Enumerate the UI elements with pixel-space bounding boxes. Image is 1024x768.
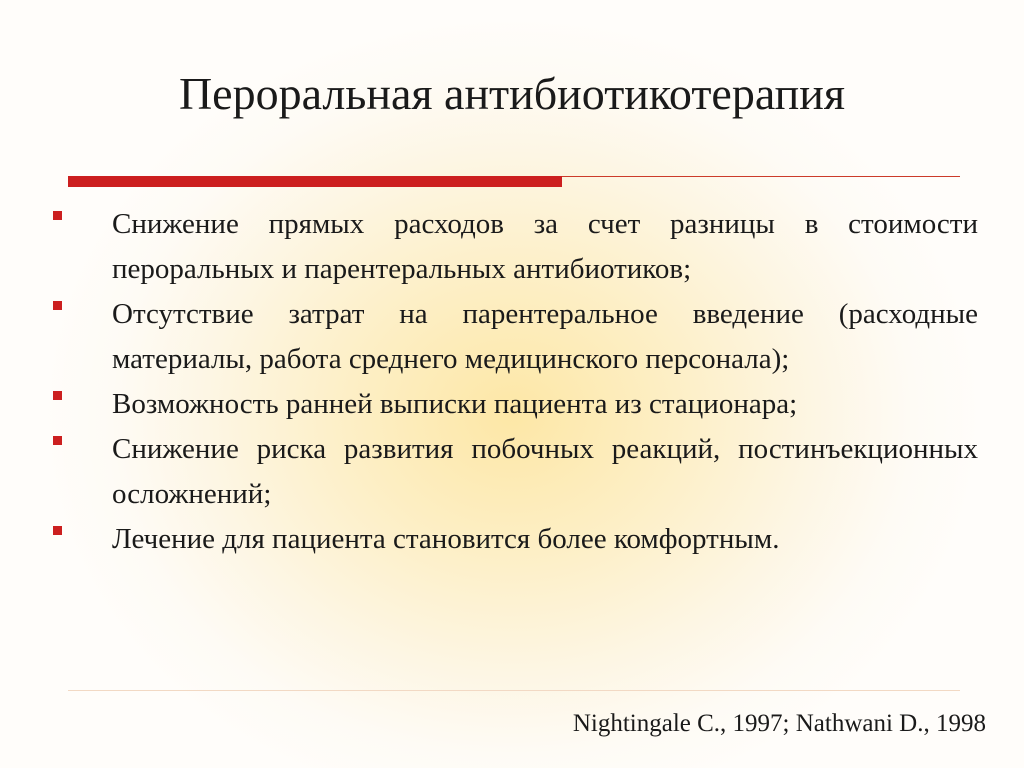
bullet-item	[46, 427, 978, 517]
bullet-text: Снижение риска развития побочных реакций, постинъекционных осложнений;	[112, 433, 978, 510]
square-bullet-icon	[53, 211, 62, 220]
title-underline-thick	[68, 176, 562, 187]
square-bullet-icon	[53, 526, 62, 535]
citation: Nightingale C., 1997; Nathwani D., 1998	[572, 710, 986, 737]
bullet-text: Лечение для пациента становится более комфортным.	[112, 523, 780, 555]
square-bullet-icon	[53, 436, 62, 445]
bullet-item	[46, 202, 978, 292]
title-underline-thin	[562, 176, 960, 177]
bullet-text: Отсутствие затрат на парентеральное введение (расходные материалы, работа среднего медицинского персонала);	[112, 298, 978, 375]
square-bullet-icon	[53, 301, 62, 310]
bullet-text: Снижение прямых расходов за счет разницы в стоимости пероральных и парентеральных антибиотиков;	[112, 208, 978, 285]
footer-divider	[68, 690, 960, 691]
slide-title: Пероральная антибиотикотерапия	[178, 68, 846, 119]
bullet-item	[46, 292, 978, 382]
bullet-item	[46, 517, 978, 562]
bullet-item	[46, 382, 978, 427]
bullet-text: Возможность ранней выписки пациента из стационара;	[112, 388, 798, 420]
bullet-list	[46, 202, 978, 562]
square-bullet-icon	[53, 391, 62, 400]
